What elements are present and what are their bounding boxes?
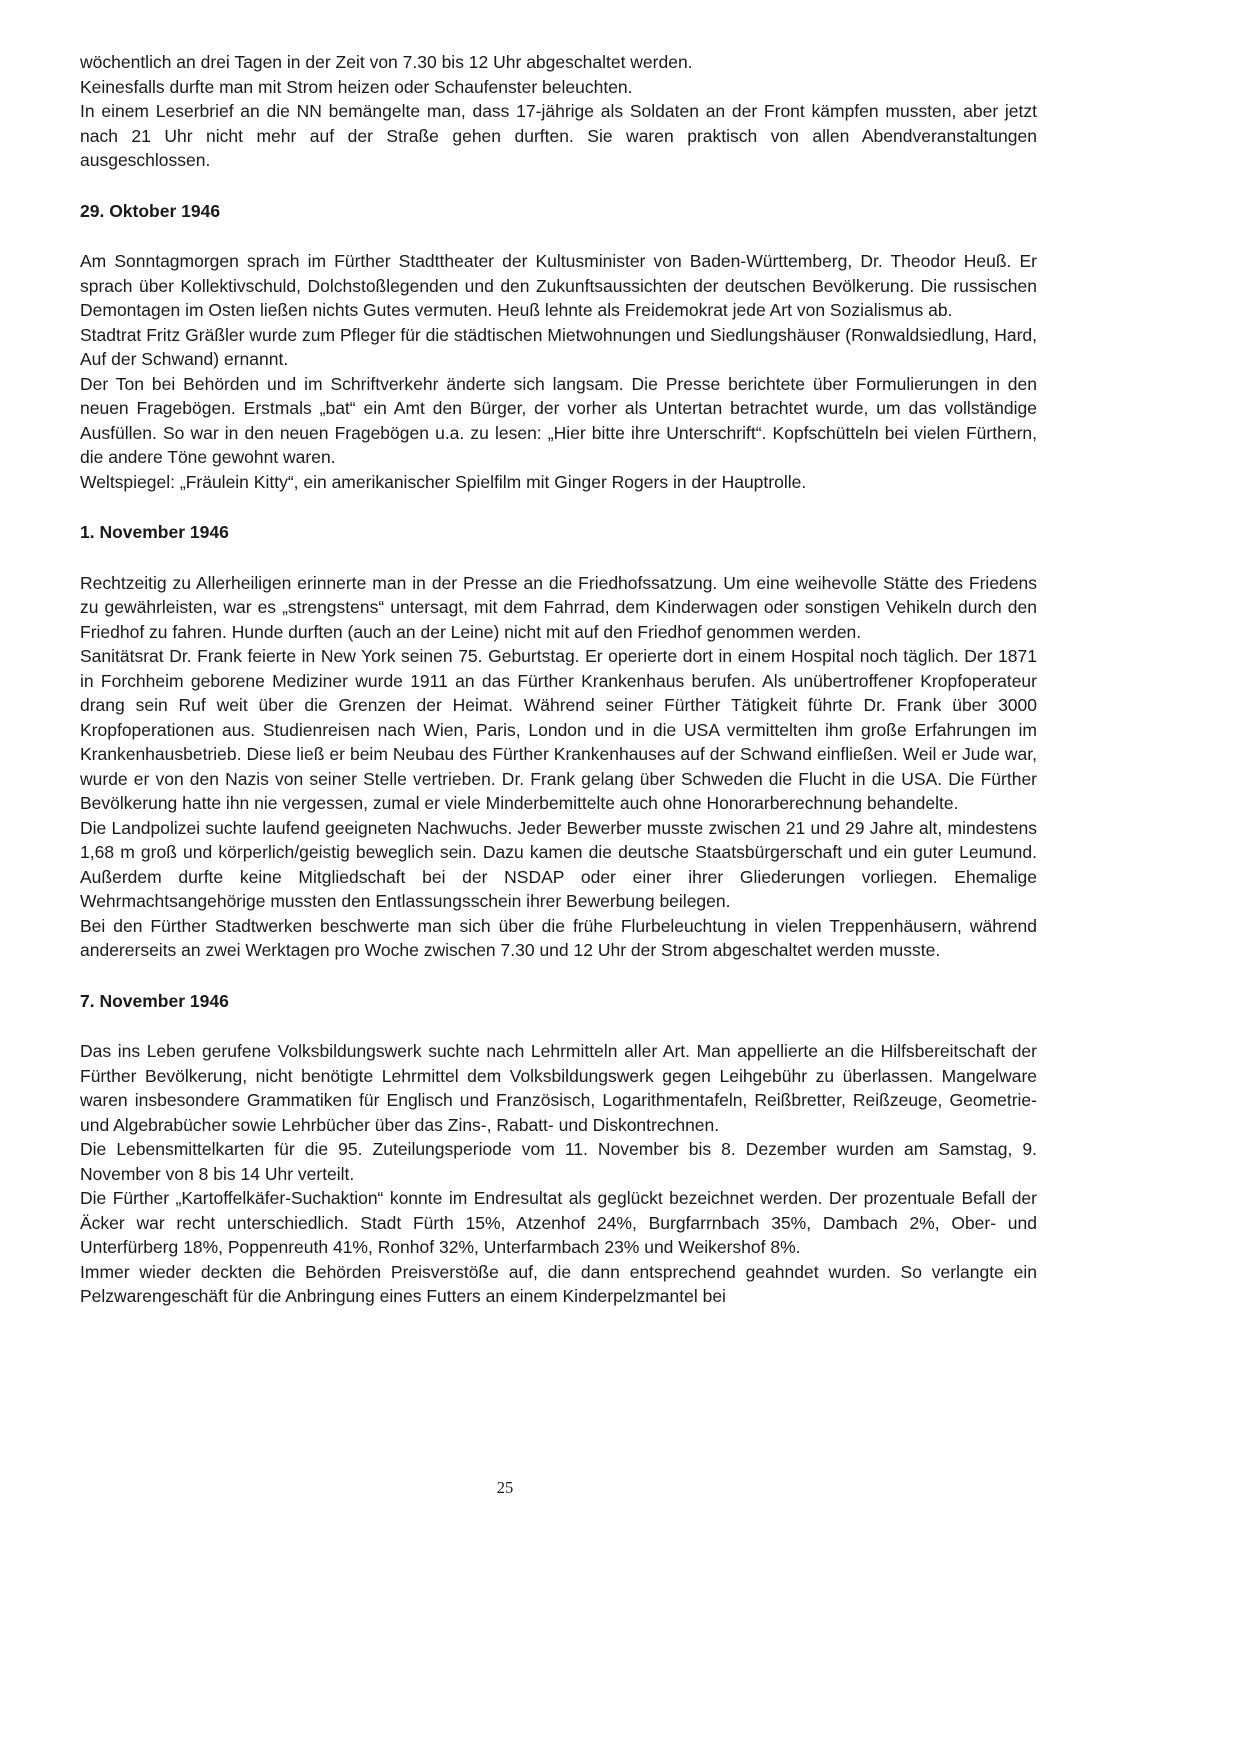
paragraph: Die Fürther „Kartoffelkäfer-Suchaktion“ konnte im Endresultat als geglückt bezeichnet werden. Der prozentuale Befall der Äcker war recht unterschiedlich. Stadt Fürth 15%, Atzenhof 24%, Burgfarrnbach 35%, Dambach 2%, Ober- und Unterfürberg 18%, Poppenreuth 41%, Ronhof 32%, Unterfarmbach 23% und Weikershof 8%. xyxy=(80,1188,1037,1257)
section-intro xyxy=(80,50,1037,173)
section-7-november-1946 xyxy=(80,1039,1037,1309)
paragraph: Sanitätsrat Dr. Frank feierte in New York seinen 75. Geburtstag. Er operierte dort in einem Hospital noch täglich. Der 1871 in Forchheim geborene Mediziner wurde 1911 an das Fürther Krankenhaus berufen. Als unübertroffener Kropfoperateur drang sein Ruf weit über die Grenzen der Heimat. Während seiner Fürther Tätigkeit führte Dr. Frank über 3000 Kropfoperationen aus. Studienreisen nach Wien, Paris, London und in die USA vermittelten ihm große Erfahrungen im Krankenhausbetrieb. Diese ließ er beim Neubau des Fürther Krankenhauses auf der Schwand einfließen. Weil er Jude war, wurde er von den Nazis von seiner Stelle vertrieben. Dr. Frank gelang über Schweden die Flucht in die USA. Die Fürther Bevölkerung hatte ihn nie vergessen, zumal er viele Minderbemittelte auch ohne Honorarberechnung behandelte. xyxy=(80,646,1037,813)
paragraph: Bei den Fürther Stadtwerken beschwerte man sich über die frühe Flurbeleuchtung in vielen Treppenhäusern, während andererseits an zwei Werktagen pro Woche zwischen 7.30 und 12 Uhr der Strom abgeschaltet werden musste. xyxy=(80,915,1037,960)
paragraph: In einem Leserbrief an die NN bemängelte man, dass 17-jährige als Soldaten an der Front kämpfen mussten, aber jetzt nach 21 Uhr nicht mehr auf der Straße gehen durften. Sie waren praktisch von allen Abendveranstaltungen ausgeschlossen. xyxy=(80,101,1037,170)
section-heading-1-november-1946: 1. November 1946 xyxy=(80,522,229,542)
paragraph: Die Landpolizei suchte laufend geeigneten Nachwuchs. Jeder Bewerber musste zwischen 21 und 29 Jahre alt, mindestens 1,68 m groß und körperlich/geistig beweglich sein. Dazu kamen die deutsche Staatsbürgerschaft und ein guter Leumund. Außerdem durfte keine Mitgliedschaft bei der NSDAP oder einer ihrer Gliederungen vorliegen. Ehemalige Wehrmachtsangehörige mussten den Entlassungsschein ihrer Bewerbung beilegen. xyxy=(80,817,1037,911)
paragraph: Die Lebensmittelkarten für die 95. Zuteilungsperiode vom 11. November bis 8. Dezember wurden am Samstag, 9. November von 8 bis 14 Uhr verteilt. xyxy=(80,1139,1037,1184)
section-heading-29-oktober-1946: 29. Oktober 1946 xyxy=(80,200,221,221)
section-1-november-1946 xyxy=(80,571,1037,963)
paragraph: Immer wieder deckten die Behörden Preisverstöße auf, die dann entsprechend geahndet wurden. So verlangte ein Pelzwarengeschäft für die Anbringung eines Futters an einem Kinderpelzmantel bei xyxy=(80,1261,1037,1306)
paragraph: Rechtzeitig zu Allerheiligen erinnerte man in der Presse an die Friedhofssatzung. Um eine weihevolle Stätte des Friedens zu gewährleisten, war es „strengstens“ untersagt, mit dem Fahrrad, dem Kinderwagen oder sonstigen Vehikeln durch den Friedhof zu fahren. Hunde durften (auch an der Leine) nicht mit auf den Friedhof genommen werden. xyxy=(80,572,1037,642)
paragraph: Stadtrat Fritz Gräßler wurde zum Pfleger für die städtischen Mietwohnungen und Siedlungshäuser (Ronwaldsiedlung, Hard, Auf der Schwand) ernannt. xyxy=(80,324,1037,369)
section-29-oktober-1946 xyxy=(80,249,1037,494)
paragraph: Das ins Leben gerufene Volksbildungswerk suchte nach Lehrmitteln aller Art. Man appellierte an die Hilfsbereitschaft der Fürther Bevölkerung, nicht benötigte Lehrmittel dem Volksbildungswerk gegen Leihgebühr zu überlassen. Mangelware waren insbesondere Grammatiken für Englisch und Französisch, Logarithmentafeln, Reißbretter, Reißzeuge, Geometrie- und Algebrabücher sowie Lehrbücher über das Zins-, Rabatt- und Diskontrechnen. xyxy=(80,1041,1037,1135)
paragraph: Am Sonntagmorgen sprach im Fürther Stadttheater der Kultusminister von Baden-Württemberg, Dr. Theodor Heuß. Er sprach über Kollektivschuld, Dolchstoßlegenden und den Zukunftsaussichten der deutschen Bevölkerung. Die russischen Demontagen im Osten ließen nichts Gutes vermuten. Heuß lehnte als Freidemokrat jede Art von Sozialismus ab. xyxy=(80,251,1037,320)
page-number: 25 xyxy=(496,1478,514,1497)
paragraph: Der Ton bei Behörden und im Schriftverkehr änderte sich langsam. Die Presse berichtete über Formulierungen in den neuen Fragebögen. Erstmals „bat“ ein Amt den Bürger, der vorher als Untertan betrachtet wurde, um das vollständige Ausfüllen. So war in den neuen Fragebögen u.a. zu lesen: „Hier bitte ihre Unterschrift“. Kopfschütteln bei vielen Fürthern, die andere Töne gewohnt waren. xyxy=(80,373,1037,467)
paragraph: wöchentlich an drei Tagen in der Zeit von 7.30 bis 12 Uhr abgeschaltet werden. xyxy=(80,52,693,72)
page-content xyxy=(80,50,1037,1309)
paragraph: Keinesfalls durfte man mit Strom heizen oder Schaufenster beleuchten. xyxy=(80,76,633,97)
section-heading-7-november-1946: 7. November 1946 xyxy=(80,990,229,1011)
paragraph: Weltspiegel: „Fräulein Kitty“, ein amerikanischer Spielfilm mit Ginger Rogers in der Hauptrolle. xyxy=(80,471,807,492)
